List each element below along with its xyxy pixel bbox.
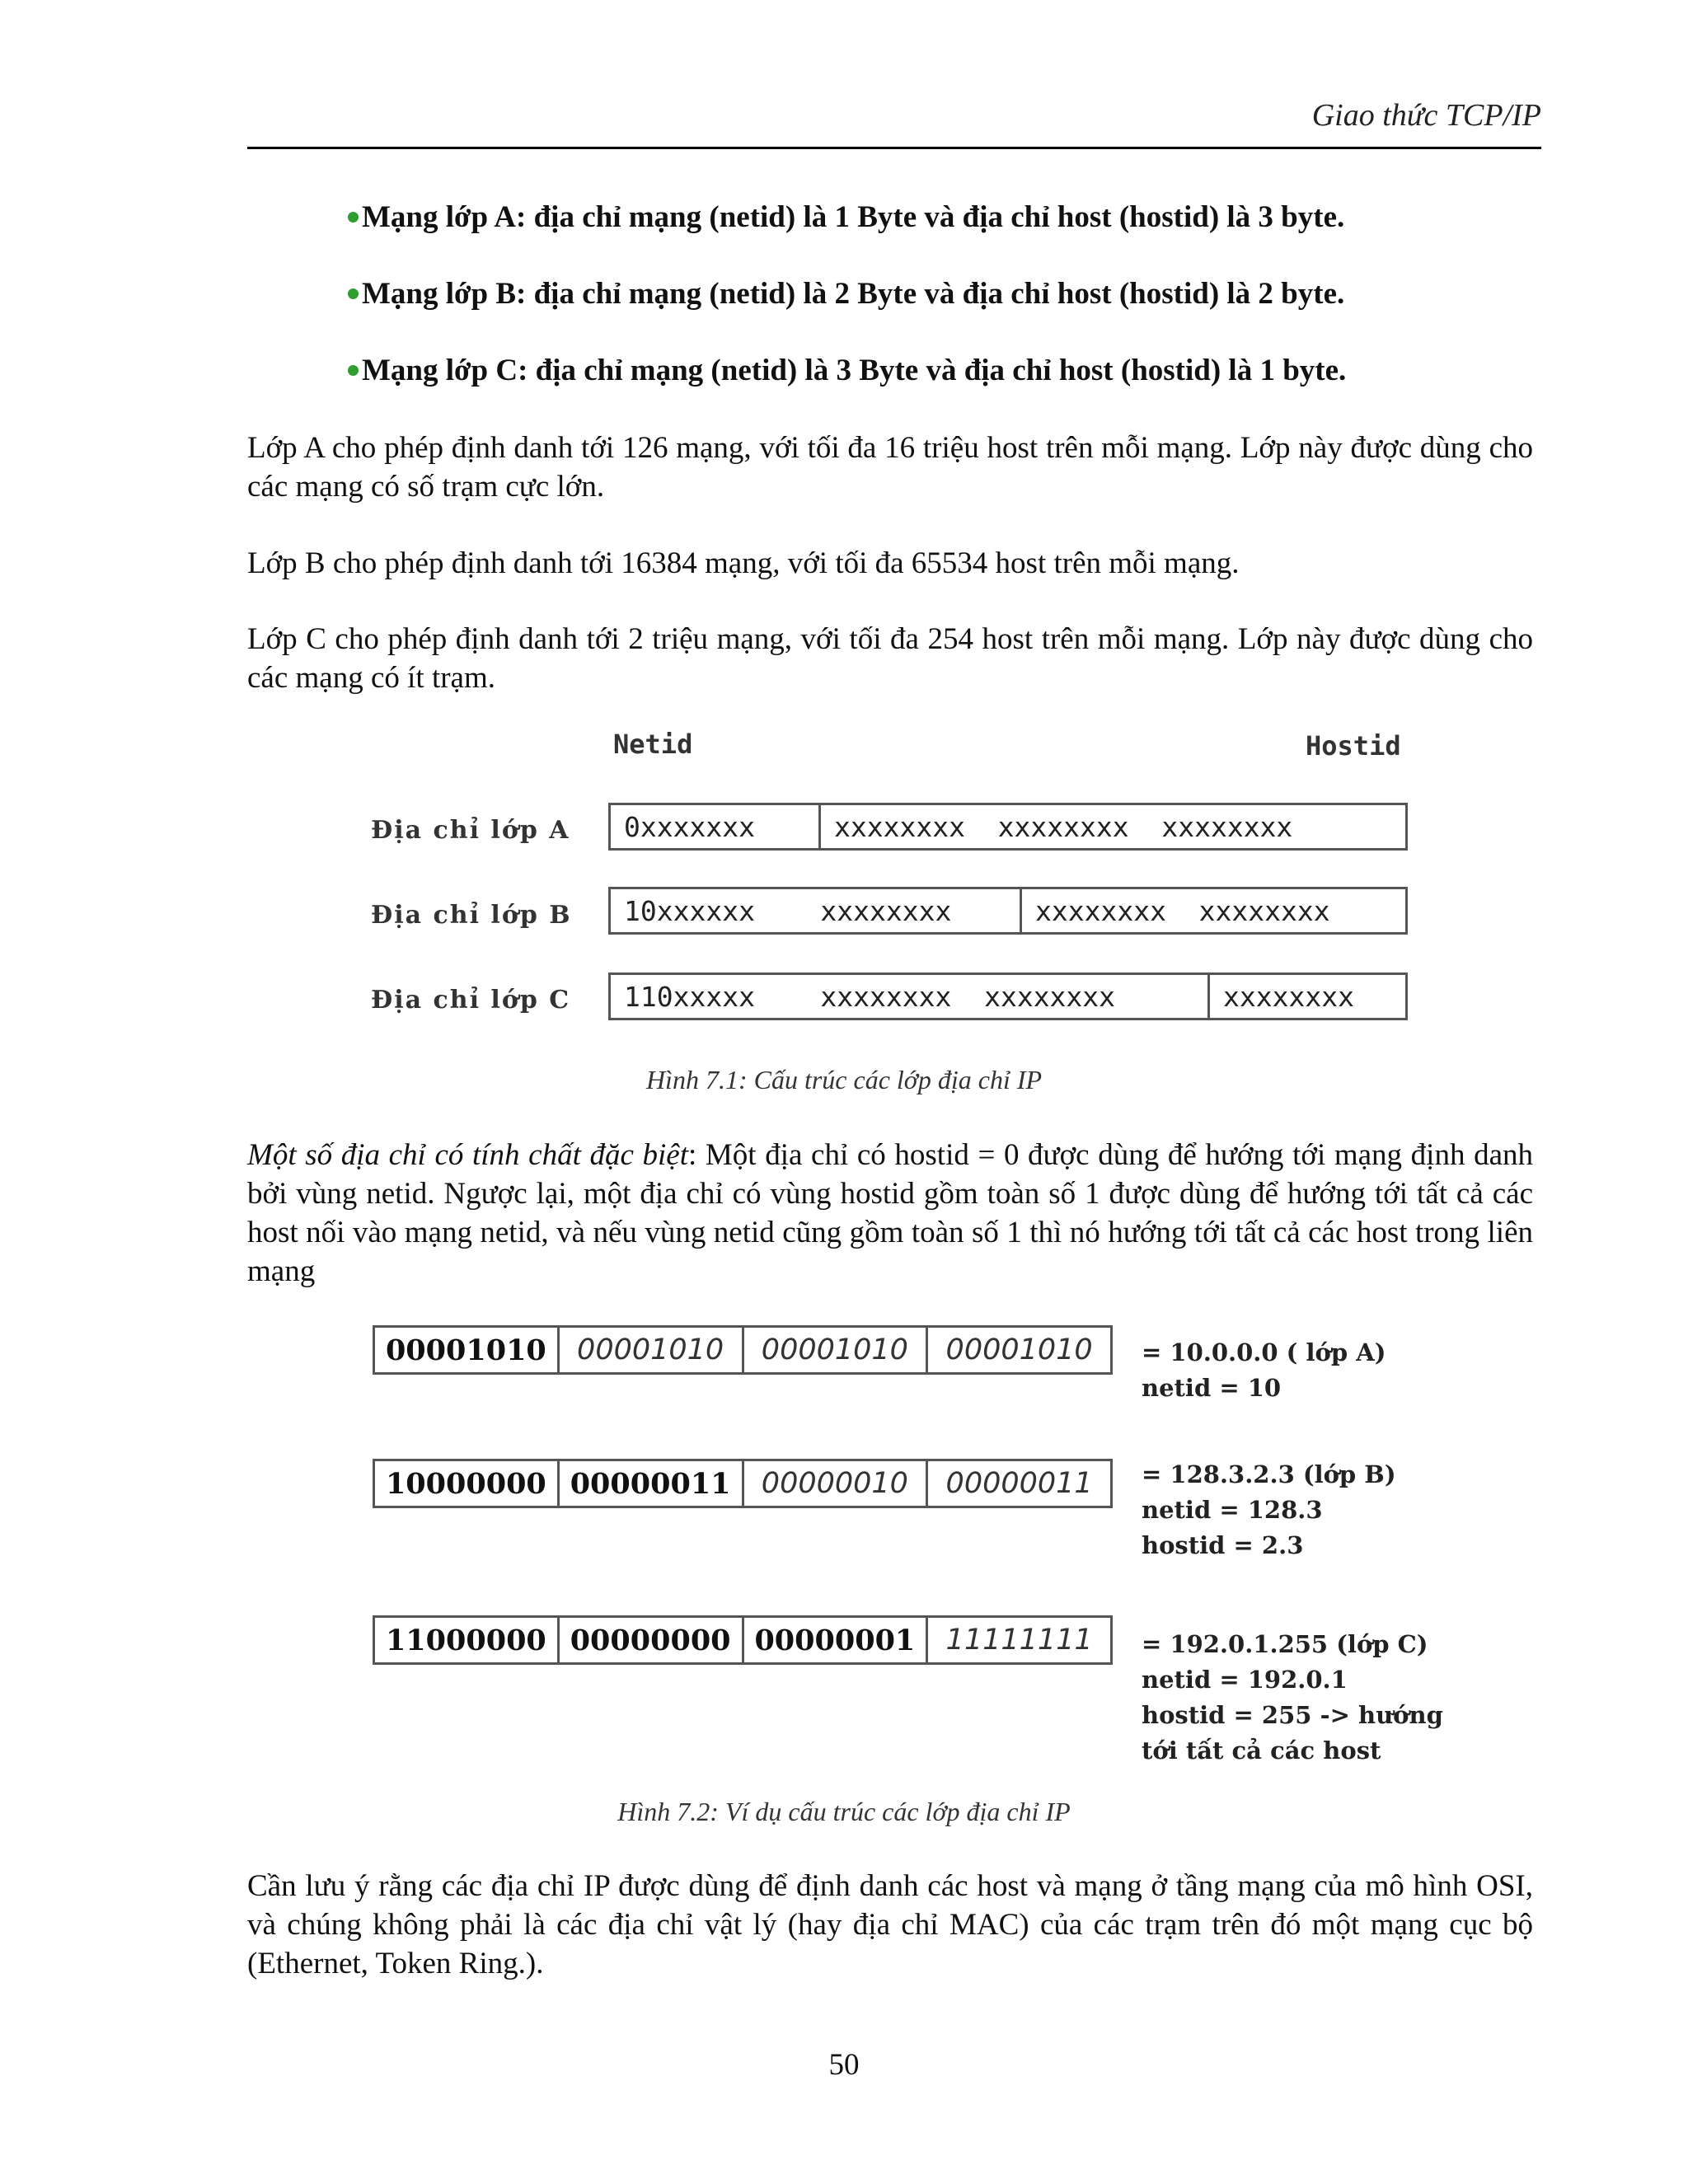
bullet-dot-icon xyxy=(348,288,359,299)
special-lead: Một số địa chỉ có tính chất đặc biệt xyxy=(247,1138,689,1172)
note-line: netid = 192.0.1 xyxy=(1142,1666,1348,1694)
octet-cell: 00000001 xyxy=(742,1618,926,1662)
hostid-cell: xxxxxxxx xyxy=(1207,975,1405,1018)
hostid-cell: xxxxxxxx xxxxxxxx xyxy=(1020,889,1405,932)
note-class-b xyxy=(1142,1457,1396,1563)
paragraph-class-a: Lớp A cho phép định danh tới 126 mạng, với tối đa 16 triệu host trên mỗi mạng. Lớp này được dùng cho các mạng có số trạm cực lớn. xyxy=(247,431,1533,504)
header-rule xyxy=(247,147,1541,149)
bullet-class-b xyxy=(348,276,1344,312)
note-line: netid = 128.3 xyxy=(1142,1496,1323,1524)
figure-caption-7-1: Hình 7.1: Cấu trúc các lớp địa chỉ IP xyxy=(645,1065,1043,1094)
bullet-class-c xyxy=(348,353,1346,388)
bullet-text: Mạng lớp C: địa chỉ mạng (netid) là 3 Byte và địa chỉ host (hostid) là 1 byte. xyxy=(362,354,1347,387)
bullet-dot-icon xyxy=(348,212,359,223)
octet-cell: 00000010 xyxy=(742,1461,926,1506)
bullet-text: Mạng lớp A: địa chỉ mạng (netid) là 1 Byte và địa chỉ host (hostid) là 3 byte. xyxy=(362,200,1345,234)
running-header: Giao thức TCP/IP xyxy=(1311,98,1541,133)
note-class-a xyxy=(1142,1335,1386,1406)
note-line: = 128.3.2.3 (lớp B) xyxy=(1142,1460,1396,1488)
octet-cell: 00001010 xyxy=(926,1328,1110,1372)
address-box-class-c xyxy=(608,972,1408,1020)
netid-cell: 110xxxxx xxxxxxxx xxxxxxxx xyxy=(624,980,1116,1013)
hostid-cell: xxxxxxxx xxxxxxxx xxxxxxxx xyxy=(818,805,1405,848)
octet-cell: 00000011 xyxy=(557,1461,742,1506)
note-line: = 10.0.0.0 ( lớp A) xyxy=(1142,1338,1386,1366)
octet-cell: 10000000 xyxy=(385,1466,546,1501)
octet-cell: 00000000 xyxy=(557,1618,742,1662)
figure-caption-7-2: Hình 7.2: Ví dụ cấu trúc các lớp địa chỉ IP xyxy=(617,1797,1071,1826)
row-label-class-c: Địa chỉ lớp C xyxy=(371,986,571,1015)
row-label-class-a: Địa chỉ lớp A xyxy=(371,816,570,845)
address-box-class-b xyxy=(608,887,1408,935)
note-line: = 192.0.1.255 (lớp C) xyxy=(1142,1630,1428,1658)
hostid-label: Hostid xyxy=(1306,730,1401,762)
octet-cell: 00001010 xyxy=(742,1328,926,1372)
page-number: 50 xyxy=(828,2048,860,2082)
netid-label: Netid xyxy=(613,729,693,760)
binary-row-class-a xyxy=(373,1325,1113,1375)
paragraph-special-addresses xyxy=(247,1136,1533,1291)
note-class-c xyxy=(1142,1627,1443,1769)
octet-cell: 00001010 xyxy=(385,1333,546,1367)
netid-cell: 10xxxxxx xxxxxxxx xyxy=(624,894,952,927)
paragraph-closing: Cần lưu ý rằng các địa chỉ IP được dùng để định danh các host và mạng ở tầng mạng của mô hình OSI, và chúng không phải là các địa chỉ vật lý (hay địa chỉ MAC) của các trạm trên đó một mạng cục bộ (Ethernet, Token Ring.). xyxy=(247,1869,1533,1980)
bullet-class-a xyxy=(348,199,1344,235)
note-line: tới tất cả các host xyxy=(1142,1736,1381,1765)
row-label-class-b: Địa chỉ lớp B xyxy=(371,901,572,930)
octet-cell: 00001010 xyxy=(557,1328,742,1372)
netid-cell: 0xxxxxxx xyxy=(624,810,755,843)
address-box-class-a xyxy=(608,803,1408,851)
binary-row-class-c xyxy=(373,1615,1113,1665)
binary-row-class-b xyxy=(373,1459,1113,1508)
paragraph-class-b: Lớp B cho phép định danh tới 16384 mạng, với tối đa 65534 host trên mỗi mạng. xyxy=(247,546,1240,580)
note-line: hostid = 2.3 xyxy=(1142,1531,1304,1559)
octet-cell: 11000000 xyxy=(385,1623,546,1657)
bullet-dot-icon xyxy=(348,365,359,376)
note-line: hostid = 255 -> hướng xyxy=(1142,1701,1443,1729)
special-text: : Một địa chỉ có hostid = 0 được dùng để hướng tới mạng định danh bởi vùng netid. Ngược lại, một địa chỉ có vùng hostid gồm toàn số 1 được dùng để hướng tới tất cả các host nối vào mạng netid, và nếu vùng netid cũng gồm toàn số 1 thì nó hướng tới tất cả các host trong liên mạng xyxy=(247,1138,1533,1288)
paragraph-class-c: Lớp C cho phép định danh tới 2 triệu mạng, với tối đa 254 host trên mỗi mạng. Lớp này được dùng cho các mạng có ít trạm. xyxy=(247,622,1533,695)
bullet-text: Mạng lớp B: địa chỉ mạng (netid) là 2 Byte và địa chỉ host (hostid) là 2 byte. xyxy=(362,277,1345,311)
octet-cell: 11111111 xyxy=(926,1618,1110,1662)
octet-cell: 00000011 xyxy=(926,1461,1110,1506)
note-line: netid = 10 xyxy=(1142,1374,1282,1402)
